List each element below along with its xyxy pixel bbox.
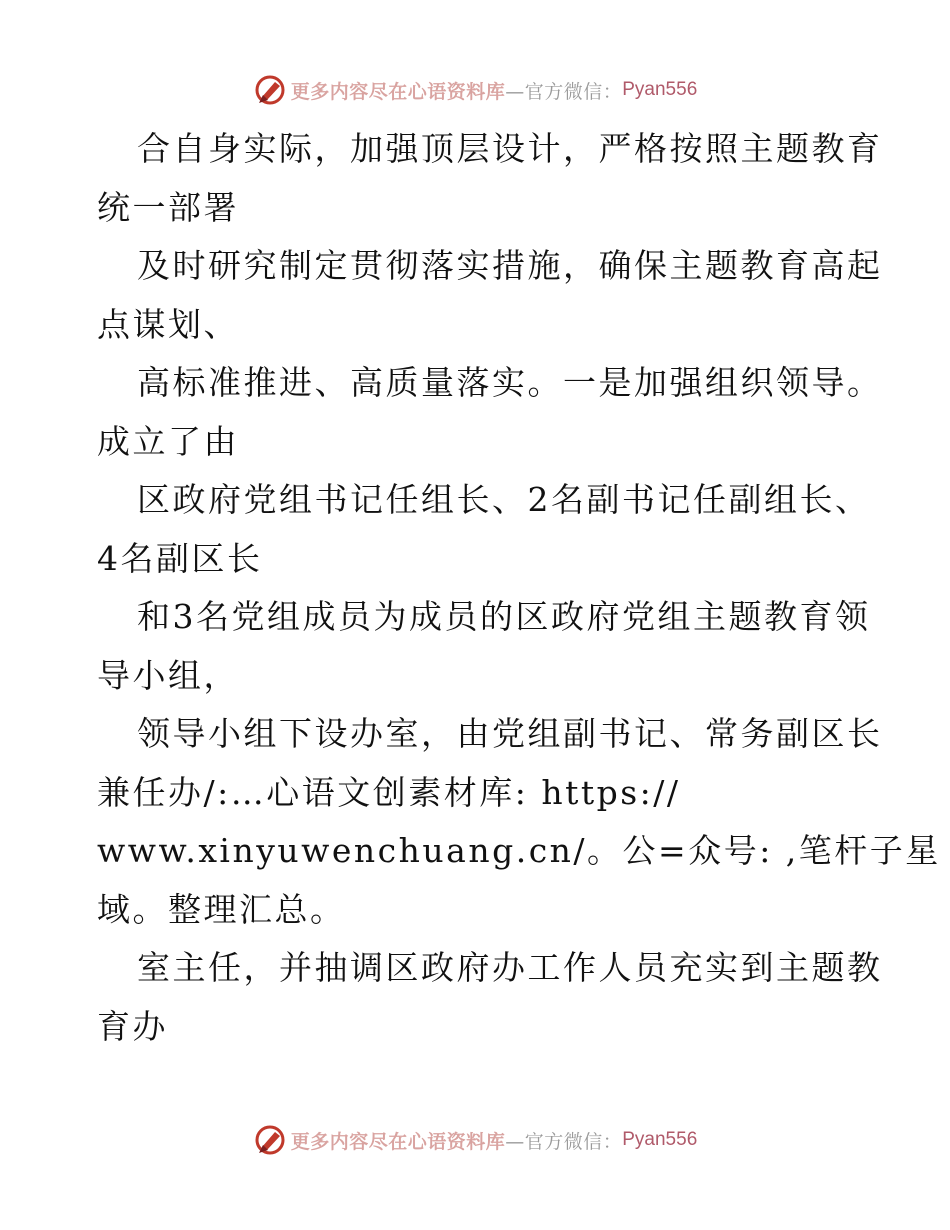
banner-separator-text: —官方微信： — [505, 1130, 623, 1153]
text-line: 领导小组下设办室，由党组副书记、常务副区长 — [137, 714, 883, 753]
pen-logo-icon — [253, 73, 287, 107]
text-line: 成立了由 — [97, 421, 239, 461]
pen-logo-icon — [253, 1123, 287, 1157]
document-body — [97, 120, 941, 1056]
banner-wechat-id: Pyan556 — [622, 79, 698, 100]
text-line: 兼任办/:…心语文创素材库: https:// — [97, 772, 681, 812]
header-watermark-banner — [0, 70, 950, 110]
banner-wechat-id: Pyan556 — [622, 1129, 698, 1150]
text-line: 室主任，并抽调区政府办工作人员充实到主题教 — [137, 948, 883, 987]
text-line: 高标准推进、高质量落实。一是加强组织领导。 — [137, 363, 883, 402]
text-line: 及时研究制定贯彻落实措施，确保主题教育高起 — [137, 246, 883, 285]
text-line: 4名副区长 — [97, 538, 263, 578]
text-line: 导小组， — [97, 655, 239, 695]
text-line: 合自身实际，加强顶层设计，严格按照主题教育 — [137, 129, 883, 168]
banner-main-text: 更多内容尽在心语资料库 — [290, 1130, 506, 1153]
text-line: 育办 — [97, 1006, 168, 1046]
text-line: 点谋划、 — [97, 304, 239, 344]
text-line: 域。整理汇总。 — [97, 889, 346, 929]
text-line: 和3名党组成员为成员的区政府党组主题教育领 — [137, 597, 871, 636]
text-line: www.xinyuwenchuang.cn/。公=众号: ,笔杆子星 — [97, 831, 941, 870]
banner-main-text: 更多内容尽在心语资料库 — [290, 80, 506, 103]
footer-watermark-banner — [0, 1120, 950, 1160]
text-line: 统一部署 — [97, 187, 239, 227]
banner-separator-text: —官方微信： — [505, 80, 623, 103]
text-line: 区政府党组书记任组长、2名副书记任副组长、 — [137, 480, 871, 519]
